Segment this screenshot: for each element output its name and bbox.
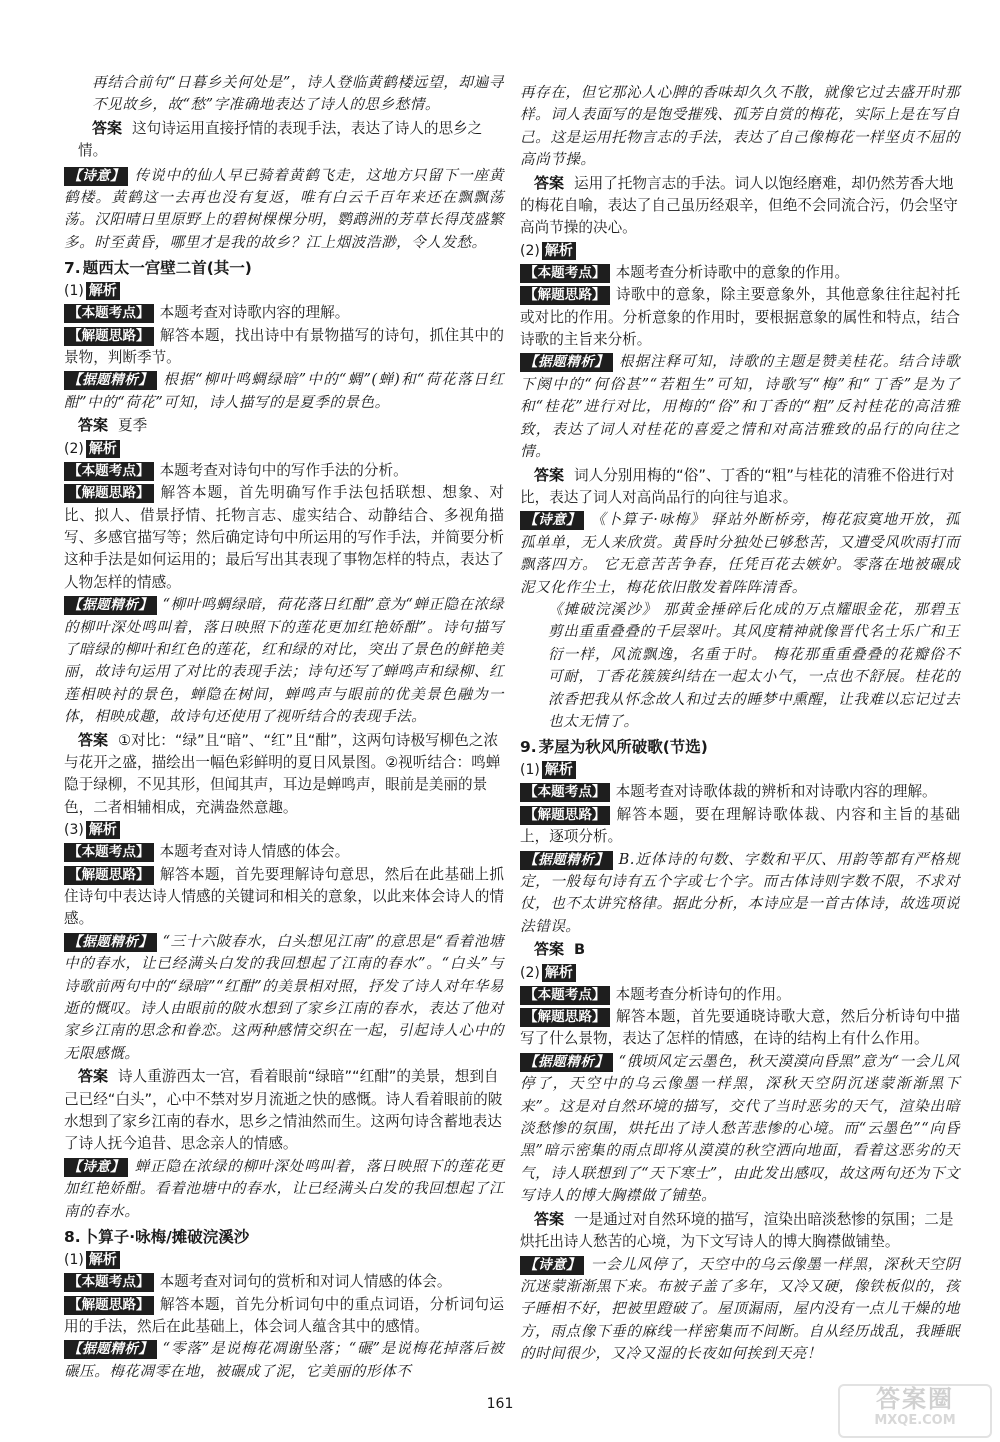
poem-meaning: 【诗意】 一会儿风停了，天空中的乌云像墨一样黑，深秋天空阴沉迷蒙渐渐黑下来。布被子盖了多年，又冷又硬，像铁板似的，孩子睡相不好，把被里蹬破了。屋顶漏雨，屋内没有一点儿干燥的地方，雨点像下垂的麻线一样密集而不间断。自从经历战乱，我睡眠的时间很少，又冷又湿的长夜如何挨到天亮！ — [520, 1255, 960, 1363]
continued-analysis: 再存在，但它那沁人心脾的香味却久久不散，就像它过去盛开时那样。词人表面写的是饱受摧残、孤芳自赏的梅花，实际上是在写自己。这是运用托物言志的手法，表达了自己像梅花一样坚贞不屈的高尚节操。 — [520, 84, 960, 169]
answer-block: 答案 诗人重游西太一宫，看着眼前“绿暗”“红酣”的美景，想到自己已经“白头”，心中不禁对岁月流逝之快的感慨。诗人看着眼前的陂水想到了家乡江南的春水，思乡之情油然而生。这两句诗含蓄地表达了诗人抚今追昔、思念亲人的情感。 — [64, 1067, 503, 1153]
analysis-tag: 解析 — [86, 440, 120, 458]
watermark-logo: 答案圈 MXQE.COM — [838, 1384, 992, 1438]
answer-block: 答案 这句诗运用直接抒情的表现手法，表达了诗人的思乡之情。 — [78, 118, 483, 160]
analysis-tag: 解析 — [86, 821, 120, 839]
answer-block: 答案 B — [534, 940, 586, 959]
intro-paragraph: 再结合前句“日暮乡关何处是”，诗人登临黄鹤楼远望，却遍寻不见故乡，故“愁”字准确地表达了诗人的思乡愁情。 — [92, 74, 504, 114]
right-column — [520, 82, 960, 1366]
solution-approach: 【解题思路】 解答本题，首先要理解诗句意思，然后在此基础上抓住诗句中表达诗人情感的关键词和相关的意象，以此来体会诗人的情感。 — [64, 865, 504, 928]
answer-block: 答案 词人分别用梅的“俗”、丁香的“粗”与桂花的清雅不俗进行对比，表达了词人对高尚品行的向往与追求。 — [520, 465, 955, 506]
detailed-analysis: 【据题精析】 “俄顷风定云墨色，秋天漠漠向昏黑”意为“一会儿风停了，天空中的乌云像墨一样黑，深秋天空阴沉迷蒙渐渐黑下来”。这是对自然环境的描写，交代了当时恶劣的天气，渲染出暗淡愁惨的氛围，烘托出了诗人愁苦悲惨的心境。而“云墨色”“向昏黑”暗示密集的雨点即将从漠漠的秋空洒向地面，看着这恶劣的天气，诗人联想到了“天下寒士”，由此发出感叹，故这两句还为下文写诗人的博大胸襟做了铺垫。 — [520, 1052, 960, 1205]
detailed-analysis: 【据题精析】 根据“柳叶鸣蜩绿暗”中的“蜩”(蝉)和“荷花落日红酣”中的“荷花”可知，诗人描写的是夏季的景色。 — [64, 371, 504, 411]
question-7-title: 7. 题西太一宫壁二首(其一) — [64, 259, 252, 278]
analysis-tag: 解析 — [542, 964, 576, 982]
solution-approach: 【解题思路】 诗歌中的意象，除主要意象外，其他意象往往起衬托或对比的作用。分析意象的作用时，要根据意象的属性和特点，结合诗歌的主旨来分析。 — [520, 286, 960, 349]
solution-approach: 【解题思路】 解答本题，首先分析词句中的重点词语，分析词句运用的手法，然后在此基础上，体会词人蕴含其中的感情。 — [64, 1295, 504, 1335]
exam-point: 【本题考点】 本题考查对诗歌体裁的辨析和对诗歌内容的理解。 — [520, 781, 960, 803]
exam-point: 【本题考点】 本题考查对词句的赏析和对词人情感的体会。 — [64, 1271, 504, 1293]
detailed-analysis: 【据题精析】 “零落”是说梅花凋谢坠落；“碾”是说梅花掉落后被碾压。梅花凋零在地，被碾成了泥，它美丽的形体不 — [64, 1340, 504, 1380]
poem-meaning-tag: 【诗意】 — [64, 167, 128, 186]
detailed-analysis: 【据题精析】 B.近体诗的句数、字数和平仄、用韵等都有严格规定，一般每句诗有五个字或七个字。而古体诗则字数不限，不求对仗，也不太讲究格律。据此分析，本诗应是一首古体诗，故选项说法错误。 — [520, 850, 960, 935]
subquestion-label: (2) 解析 — [520, 240, 960, 262]
exam-point: 【本题考点】 本题考查对诗人情感的体会。 — [64, 841, 504, 863]
analysis-tag: 解析 — [86, 282, 120, 300]
subquestion-label: (2) 解析 — [520, 962, 960, 984]
analysis-tag: 解析 — [542, 761, 576, 779]
exam-point: 【本题考点】 本题考查对诗句中的写作手法的分析。 — [64, 460, 504, 482]
answer-block: 答案 夏季 — [78, 416, 148, 435]
poem-meaning-2: 《摊破浣溪沙》 那黄金捶碎后化成的万点耀眼金花，那碧玉剪出重重叠叠的千层翠叶。其风度精神就像晋代名士乐广和王衍一样，风流飘逸，名重于时。 梅花那重重叠叠的花瓣俗不可耐，丁香花簇簇纠结在一起太小气，一点也不舒展。桂花的浓香把我从怀念故人和过去的睡梦中熏醒，让我难以忘记过去也太无情了。 — [548, 600, 960, 730]
solution-approach: 【解题思路】 解答本题，首先要通晓诗歌大意，然后分析诗句中描写了什么景物，表达了怎样的情感，在诗的结构上有什么作用。 — [520, 1008, 960, 1048]
subquestion-label: (1) 解析 — [64, 280, 504, 302]
exam-point: 【本题考点】 本题考查分析诗歌中的意象的作用。 — [520, 262, 960, 284]
subquestion-label: (3) 解析 — [64, 819, 504, 841]
answer-block: 答案 ①对比：“绿”且“暗”、“红”且“酣”，这两句诗极写柳色之浓与花开之盛，描绘出一幅色彩鲜明的夏日风景图。②视听结合：鸣蝉隐于绿柳，不见其形，但闻其声，耳边是蝉鸣声，眼前是美丽的景色，二者相辅相成，充满盎然意趣。 — [64, 730, 501, 816]
subquestion-label: (1) 解析 — [520, 759, 960, 781]
poem-meaning: 【诗意】 蝉正隐在浓绿的柳叶深处鸣叫着，落日映照下的莲花更加红艳娇酣。看着池塘中的春水，让已经满头白发的我回想起了江南的春水。 — [64, 1157, 504, 1220]
question-8-title: 8. 卜算子·咏梅/摊破浣溪沙 — [64, 1228, 250, 1247]
subquestion-label: (2) 解析 — [64, 438, 504, 460]
exam-point: 【本题考点】 本题考查分析诗句的作用。 — [520, 984, 960, 1006]
solution-approach: 【解题思路】 解答本题，找出诗中有景物描写的诗句，抓住其中的景物，判断季节。 — [64, 326, 504, 367]
subquestion-label: (1) 解析 — [64, 1249, 504, 1271]
question-9-title: 9. 茅屋为秋风所破歌(节选) — [520, 738, 708, 757]
analysis-tag: 解析 — [86, 1251, 120, 1269]
detailed-analysis: 【据题精析】 “三十六陂春水，白头想见江南”的意思是“看着池塘中的春水，让已经满头白发的我回想起了江南的春水”。“白头”与诗歌前两句中的“绿暗”“红酣”的美景相对照，抒发了诗人对年华易逝的慨叹。诗人由眼前的陂水想到了家乡江南的春水，表达了他对家乡江南的思念和眷恋。这两种感情交织在一起，引起诗人心中的无限感慨。 — [64, 932, 504, 1062]
analysis-tag: 解析 — [542, 242, 576, 260]
solution-approach: 【解题思路】 解答本题，首先明确写作手法包括联想、想象、对比、拟人、借景抒情、托物言志、虚实结合、动静结合、多视角描写、多感官描写等；然后确定诗句中所运用的写作手法，并简要分析这种手法是如何运用的；最后写出其表现了事物怎样的特点，表达了人物怎样的情感。 — [64, 484, 504, 591]
solution-approach: 【解题思路】 解答本题，要在理解诗歌体裁、内容和主旨的基础上，逐项分析。 — [520, 805, 960, 846]
page-number: 161 — [486, 1396, 514, 1412]
detailed-analysis: 【据题精析】 根据注释可知，诗歌的主题是赞美桂花。结合诗歌下阕中的“何俗甚”“若粗生”可知，诗歌写“梅”和“丁香”是为了和“桂花”进行对比，用梅的“俗”和丁香的“粗”反衬桂花的高洁雅致，表达了词人对桂花的喜爱之情和对高洁雅致的品行的向往之情。 — [520, 353, 960, 461]
left-column — [64, 72, 504, 1383]
answer-block: 答案 一是通过对自然环境的描写，渲染出暗淡愁惨的氛围；二是烘托出诗人愁苦的心境，为下文写诗人的博大胸襟做铺垫。 — [520, 1209, 954, 1251]
answer-label: 答案 — [92, 118, 123, 137]
answer-block: 答案 运用了托物言志的手法。词人以饱经磨难，却仍然芳香大地的梅花自喻，表达了自己虽历经艰辛，但绝不会同流合污，仍会坚守高尚节操的决心。 — [520, 173, 958, 237]
poem-meaning: 【诗意】 传说中的仙人早已骑着黄鹤飞走，这地方只留下一座黄鹤楼。黄鹤这一去再也没有复返，唯有白云千百年来还在飘飘荡荡。汉阳晴日里原野上的碧树棵棵分明，鹦鹉洲的芳草长得茂盛繁多。时至黄昏，哪里才是我的故乡？江上烟波浩渺，令人发愁。 — [64, 166, 504, 251]
poem-meaning: 【诗意】 《卜算子·咏梅》 驿站外断桥旁，梅花寂寞地开放，孤孤单单，无人来欣赏。黄昏时分独处已够愁苦，又遭受风吹雨打而飘落四方。 它无意苦苦争春，任凭百花去嫉妒。零落在地被碾成泥又化作尘土，梅花依旧散发着阵阵清香。 — [520, 511, 960, 596]
exam-point: 【本题考点】 本题考查对诗歌内容的理解。 — [64, 302, 504, 324]
detailed-analysis: 【据题精析】 “柳叶鸣蜩绿暗，荷花落日红酣”意为“蝉正隐在浓绿的柳叶深处鸣叫着，落日映照下的莲花更加红艳娇酣”。诗句描写了暗绿的柳叶和红色的莲花，红和绿的对比，突出了景色的鲜艳美丽，故诗句运用了对比的表现手法；诗句还写了蝉鸣声和绿柳、红莲相映衬的景色，蝉隐在树间，蝉鸣声与眼前的优美景色融为一体，相映成趣，故诗句还使用了视听结合的表现手法。 — [64, 596, 504, 726]
